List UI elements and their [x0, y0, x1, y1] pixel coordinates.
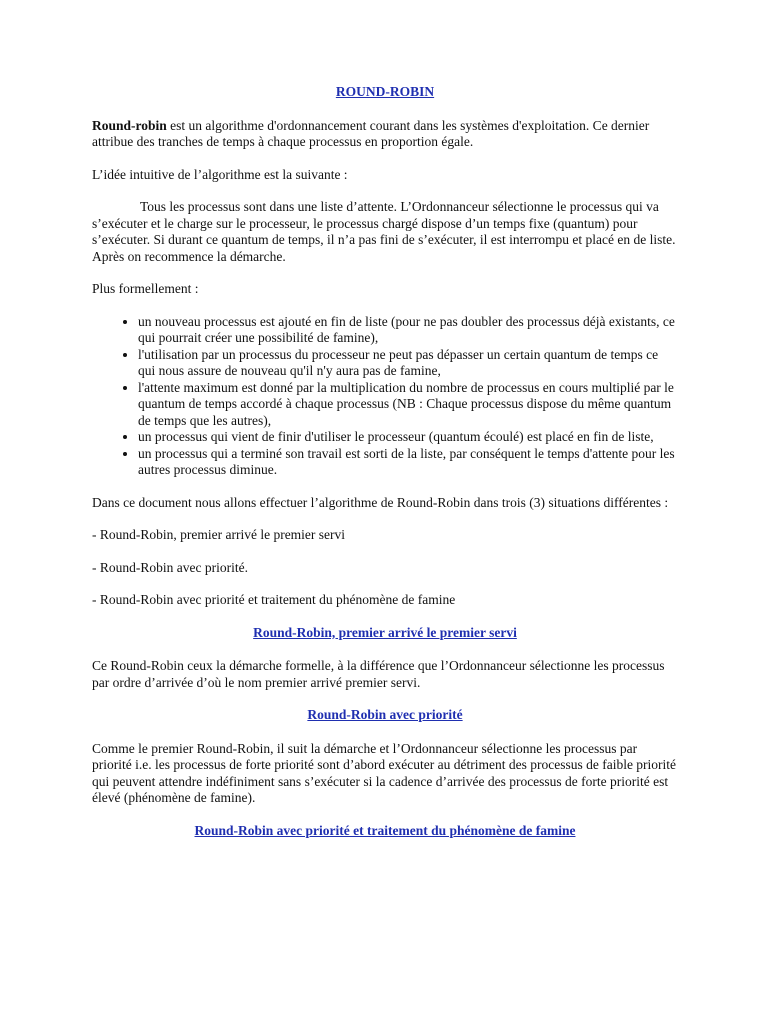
intro-paragraph: [92, 118, 678, 151]
document-title[interactable]: ROUND-ROBIN: [335, 84, 435, 99]
formal-lead: Plus formellement :: [92, 281, 199, 296]
section-heading-fifo[interactable]: Round-Robin, premier arrivé le premier servi: [253, 624, 517, 640]
situations-lead: Dans ce document nous allons effectuer l’algorithme de Round-Robin dans trois (3) situations différentes :: [92, 494, 669, 510]
section-body-fifo: Ce Round-Robin ceux la démarche formelle, à la différence que l’Ordonnanceur sélectionne les processus par ordre d’arrivée d’où le nom premier arrivé premier servi.: [92, 658, 665, 690]
situation-item: - Round-Robin avec priorité et traitement du phénomène de famine: [92, 592, 456, 607]
intro-bold-term: Round-robin: [92, 117, 167, 133]
intro-text: est un algorithme d'ordonnancement courant dans les systèmes d'exploitation. Ce dernier attribue des tranches de temps à chaque processus en proportion égale.: [92, 117, 650, 149]
rules-list: [92, 314, 678, 479]
idea-lead: L’idée intuitive de l’algorithme est la suivante :: [92, 166, 348, 182]
list-item: • un processus qui vient de finir d'utiliser le processeur (quantum écoulé) est placé en fin de liste,: [138, 429, 678, 446]
list-item: • l'attente maximum est donné par la multiplication du nombre de processus en cours multiplié par le quantum de temps accordé à chaque processus (NB : Chaque processus dispose du même quantum de temps que les autres),: [138, 380, 678, 430]
list-item: • l'utilisation par un processus du processeur ne peut pas dépasser un certain quantum de temps ce qui nous assure de nouveau qu'il n'y aura pas de famine,: [138, 347, 678, 380]
list-item: • un nouveau processus est ajouté en fin de liste (pour ne pas doubler des processus déjà existants, ce qui pourrait créer une possibilité de famine),: [138, 314, 678, 347]
section-body-priority: Comme le premier Round-Robin, il suit la démarche et l’Ordonnanceur sélectionne les processus par priorité i.e. les processus de forte priorité sont d’abord exécuter au détriment des processus de faible priorité qui peuvent attendre indéfiniment sans s’exécuter si la cadence d’arrivée des processus de forte priorité est élevé (phénomène de famine).: [92, 740, 677, 805]
section-heading-priority[interactable]: Round-Robin avec priorité: [307, 707, 463, 722]
situation-item: - Round-Robin avec priorité.: [92, 559, 248, 575]
idea-paragraph: Tous les processus sont dans une liste d’attente. L’Ordonnanceur sélectionne le processus qui va s’exécuter et le charge sur le processeur, le processus chargé dispose d’un temps fixe (quantum) pour s’exécuter. Si durant ce quantum de temps, il n’a pas fini de s’exécuter, il est interrompu et placé en de liste. Après on recommence la démarche.: [92, 199, 676, 264]
situation-item: - Round-Robin, premier arrivé le premier servi: [92, 527, 346, 542]
list-item: • un processus qui a terminé son travail est sorti de la liste, par conséquent le temps d'attente pour les autres processus diminue.: [138, 446, 678, 479]
section-heading-famine[interactable]: Round-Robin avec priorité et traitement du phénomène de famine: [194, 822, 576, 838]
document-page: [92, 84, 678, 856]
